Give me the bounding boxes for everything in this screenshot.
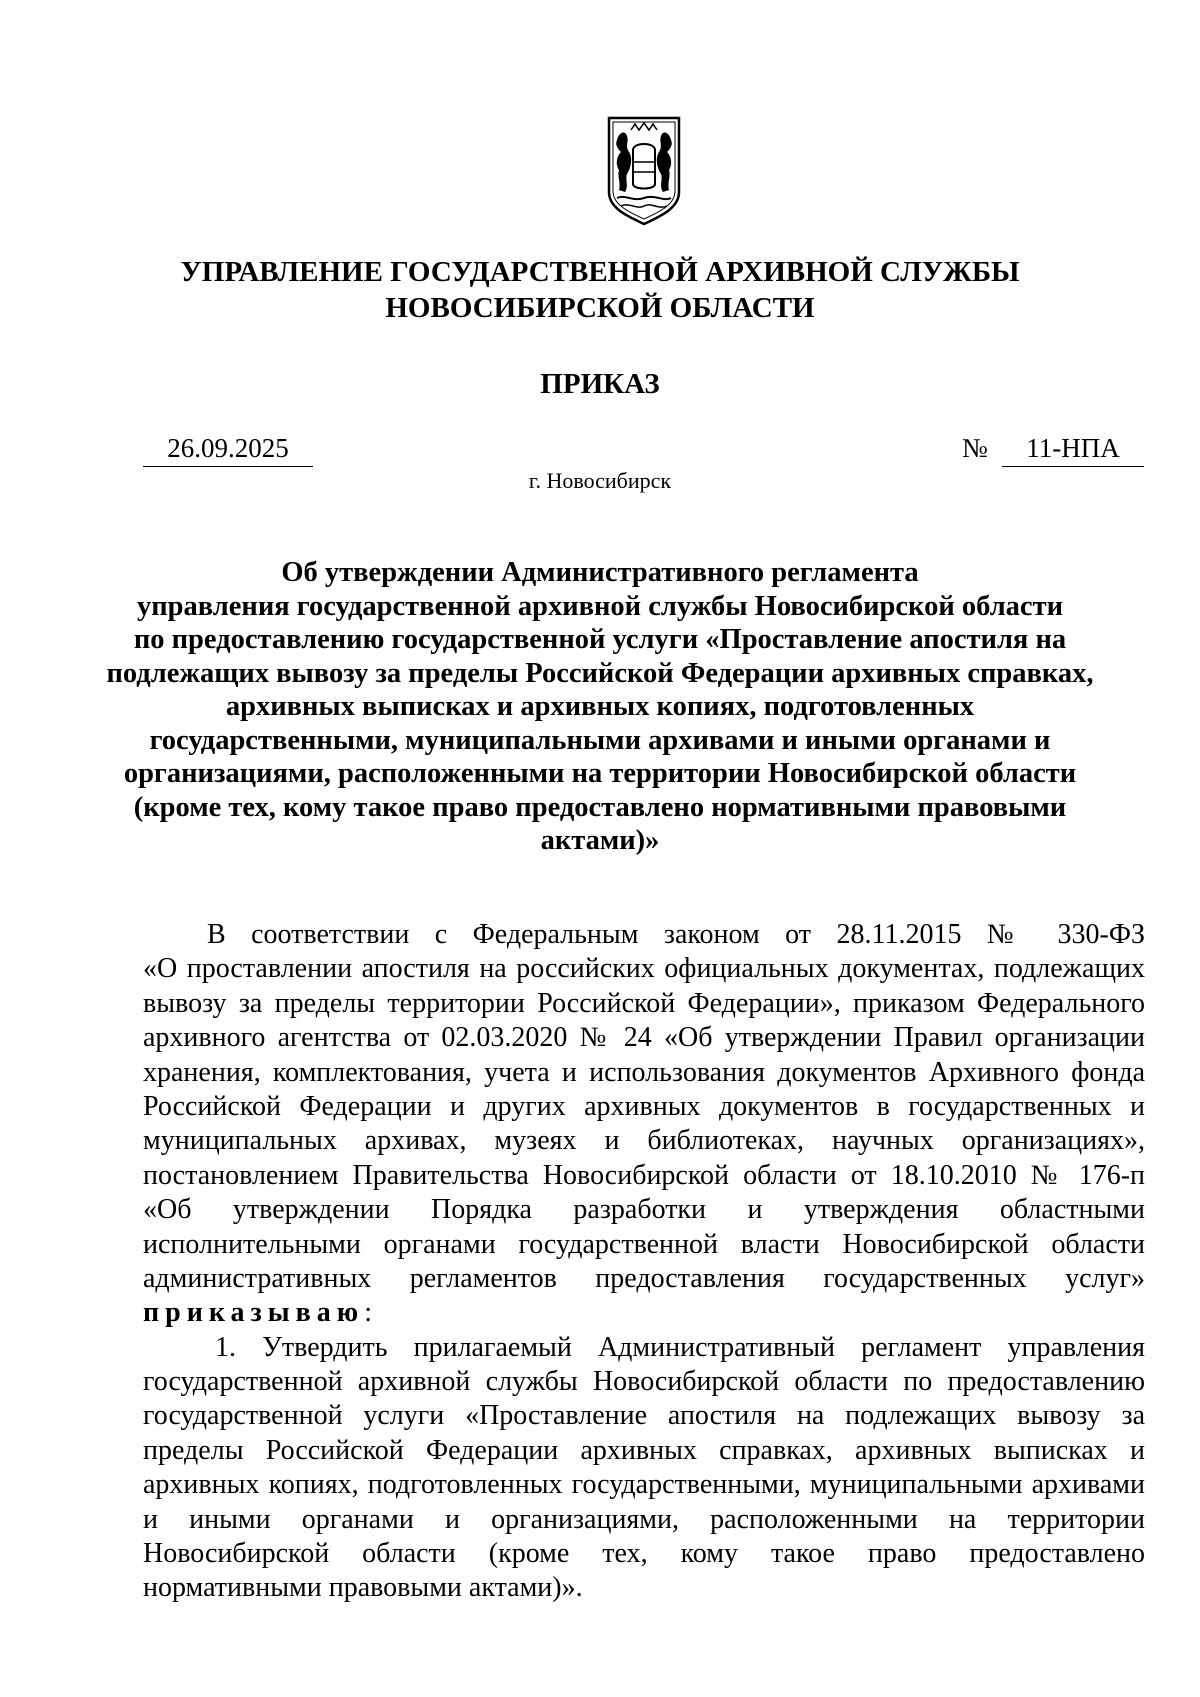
preamble-line: архивного агентства от 02.03.2020 № 24 «Об утверждении Правил организации (143, 1022, 1145, 1054)
subject-line: подлежащих вывозу за пределы Российской Федерации архивных справках, (106, 657, 1094, 689)
document-subject (0, 556, 1200, 858)
preamble-line: В соответствии с Федеральным законом от 28.11.2015 № 330-ФЗ (207, 919, 1145, 950)
subject-line: (кроме тех, кому такое право предоставлено нормативными правовыми (133, 791, 1067, 823)
preamble-line: вывозу за пределы территории Российской Федерации», приказом Федерального (143, 987, 1145, 1019)
preamble-line: «Об утверждении Порядка разработки и утверждения областными (143, 1194, 1145, 1226)
preamble-line: «О проставлении апостиля на российских официальных документах, подлежащих (143, 953, 1145, 985)
document-number: 11-НПА (1002, 430, 1144, 467)
subject-line: актами)» (540, 825, 660, 856)
org-line-2: НОВОСИБИРСКОЙ ОБЛАСТИ (385, 292, 815, 324)
org-line-1: УПРАВЛЕНИЕ ГОСУДАРСТВЕННОЙ АРХИВНОЙ СЛУЖБЫ (180, 256, 1020, 288)
subject-line: организациями, расположенными на территории Новосибирской области (123, 758, 1077, 789)
subject-line: по предоставлению государственной услуги «Проставление апостиля на (133, 624, 1067, 655)
preamble-line: муниципальных архивах, музеях и библиотеках, научных организациях», (143, 1125, 1145, 1157)
subject-line: государственными, муниципальными архивами и иными органами и (149, 724, 1051, 756)
document-type: ПРИКАЗ (540, 368, 660, 400)
order-word: приказываю (143, 1297, 365, 1329)
preamble-line: Российской Федерации и других архивных документов в государственных и (143, 1090, 1145, 1122)
item-line: государственной архивной службы Новосибирской области по предоставлению (143, 1366, 1145, 1398)
item-line: и иными органами и организациями, расположенными на территории (143, 1503, 1145, 1535)
item-line: нормативными правовыми актами)». (143, 1572, 583, 1604)
item-line: 1. Утвердить прилагаемый Административный регламент управления (215, 1331, 1145, 1363)
subject-line: архивных выписках и архивных копиях, подготовленных (225, 691, 975, 722)
preamble-line: административных регламентов предоставления государственных услуг» (143, 1262, 1145, 1294)
document-city: г. Новосибирск (528, 468, 672, 493)
item-line: государственной услуги «Проставление апостиля на подлежащих вывозу за (143, 1400, 1145, 1432)
subject-line: управления государственной архивной службы Новосибирской области (136, 590, 1063, 622)
organization-name (0, 254, 1200, 326)
item-line: пределы Российской Федерации архивных справках, архивных выписках и (143, 1434, 1145, 1466)
number-sign: № (962, 433, 988, 463)
preamble-line: хранения, комплектования, учета и использования документов Архивного фонда (143, 1056, 1145, 1088)
preamble-line: исполнительными органами государственной власти Новосибирской области (143, 1228, 1145, 1260)
preamble-line: постановлением Правительства Новосибирской области от 18.10.2010 № 176-п (143, 1159, 1145, 1191)
order-line (143, 1296, 1145, 1330)
document-body (143, 918, 1145, 1606)
coat-of-arms-icon (603, 112, 685, 226)
coat-of-arms-emblem (603, 112, 685, 226)
document-date: 26.09.2025 (143, 430, 313, 467)
item-line: архивных копиях, подготовленных государственными, муниципальными архивами (143, 1469, 1145, 1501)
order-colon: : (364, 1297, 372, 1329)
item-line: Новосибирской области (кроме тех, кому такое право предоставлено (143, 1538, 1145, 1570)
subject-line: Об утверждении Административного регламента (281, 557, 919, 588)
